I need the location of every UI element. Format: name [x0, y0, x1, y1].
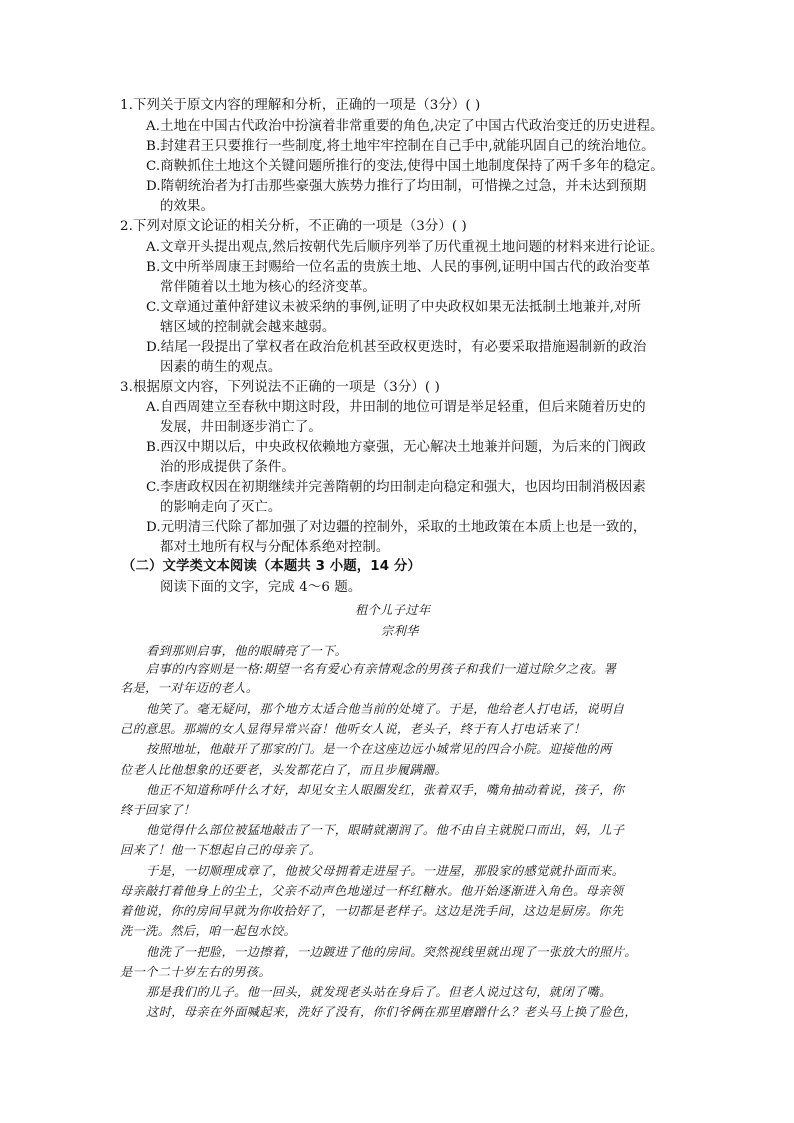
- question-2-option-c: C.文章通过董仲舒建议未被采纳的事例,证明了中央政权如果无法抵制土地兼并,对所: [146, 300, 642, 315]
- section-intro: 阅读下面的文字，完成 4～6 题。: [160, 580, 362, 595]
- story-line: 名是，一对年迈的老人。: [120, 681, 259, 695]
- question-1-option-b: B.封建君王只要推行一些制度,将土地牢牢控制在自己手中,就能巩固自己的统治地位。: [146, 139, 655, 154]
- question-2-option-a: A.文章开头提出观点,然后按朝代先后顺序列举了历代重视土地问题的材料来进行论证。: [146, 240, 664, 255]
- question-1-stem: 1.下列关于原文内容的理解和分析，正确的一项是（3分）( ): [120, 98, 481, 113]
- story-line: 洗一洗。然后，咱一起包水饺。: [120, 924, 297, 938]
- question-3-option-b: B.西汉中期以后，中央政权依赖地方豪强，无心解决土地兼并问题，为后来的门阀政: [146, 440, 646, 455]
- section-heading: （二）文学类文本阅读（本题共 3 小题，14 分）: [122, 559, 421, 574]
- story-line: 己的意思。那端的女人显得异常兴奋！他听女人说，老头子，终于有人打电话来了！: [120, 722, 586, 736]
- story-line: 看到那则启事，他的眼睛亮了一下。: [146, 644, 348, 658]
- story-author: 宗利华: [381, 624, 419, 638]
- question-3-option-d-cont: 都对土地所有权与分配体系绝对控制。: [160, 540, 390, 555]
- question-2-stem: 2.下列对原文论证的相关分析，不正确的一项是（3分）( ): [120, 219, 467, 234]
- story-line: 是一个二十岁左右的男孩。: [120, 965, 272, 979]
- story-line: 启事的内容则是一格:期望一名有爱心有亲情观念的男孩子和我们一道过除夕之夜。署: [146, 662, 617, 676]
- question-3-option-b-cont: 治的形成提供了条件。: [160, 460, 295, 475]
- question-3-stem: 3.根据原文内容，下列说法不正确的一项是（3分）( ): [120, 380, 440, 395]
- story-line: 位老人比他想象的还要老，头发都花白了，而且步履蹒跚。: [120, 763, 448, 777]
- story-title: 租个儿子过年: [355, 603, 431, 617]
- question-3-option-d: D.元明清三代除了都加强了对边疆的控制外，采取的土地政策在本质上也是一致的，: [146, 520, 647, 535]
- question-1-option-d-cont: 的效果。: [160, 199, 214, 214]
- story-line: 他笑了。毫无疑问，那个地方太适合他当前的处境了。于是，他给老人打电话，说明自: [146, 702, 625, 716]
- story-line: 他正不知道称呼什么才好，却见女主人眼圈发红，张着双手，嘴角抽动着说，孩子，你: [146, 783, 625, 797]
- story-line: 这时，母亲在外面喊起来，洗好了没有，你们爷俩在那里磨蹭什么？老头马上换了脸色，: [146, 1005, 637, 1019]
- story-line: 他洗了一把脸，一边擦着，一边踱进了他的房间。突然视线里就出现了一张放大的照片。: [146, 945, 637, 959]
- question-1-option-a: A.土地在中国古代政治中扮演着非常重要的角色,决定了中国古代政治变迁的历史进程。: [146, 119, 664, 134]
- story-line: 母亲敲打着他身上的尘土，父亲不动声色地递过一杯红糖水。他开始逐渐进入角色。母亲领: [120, 884, 624, 898]
- question-1-option-d: D.隋朝统治者为打击那些豪强大族势力推行了均田制，可惜操之过急，并未达到预期: [146, 179, 647, 194]
- question-2-option-d: D.结尾一段提出了掌权者在政治危机甚至政权更迭时，有必要采取措施遏制新的政治: [146, 340, 647, 355]
- question-3-option-a: A.自西周建立至春秋中期这时段，井田制的地位可谓是举足轻重，但后来随着历史的: [146, 400, 646, 415]
- story-line: 着他说，你的房间早就为你收拾好了，一切都是老样子。这边是洗手间，这边是厨房。你先: [120, 904, 624, 918]
- story-line: 于是，一切顺理成章了，他被父母拥着走进屋子。一进屋，那股家的感觉就扑面而来。: [146, 864, 625, 878]
- story-line: 他觉得什么部位被猛地敲击了一下，眼睛就潮润了。他不由自主就脱口而出，妈，儿子: [146, 823, 625, 837]
- story-line: 回来了！他一下想起自己的母亲了。: [120, 843, 322, 857]
- question-2-option-b-cont: 常伴随着以土地为核心的经济变革。: [160, 280, 376, 295]
- question-2-option-b: B.文中所举周康王封赐给一位名盂的贵族土地、人民的事例,证明中国古代的政治变革: [146, 260, 651, 275]
- question-2-option-c-cont: 辖区域的控制就会越来越弱。: [160, 320, 336, 335]
- story-line: 那是我们的儿子。他一回头，就发现老头站在身后了。但老人说过这句，就闭了嘴。: [146, 985, 612, 999]
- question-3-option-a-cont: 发展，井田制逐步消亡了。: [160, 420, 322, 435]
- story-line: 终于回家了！: [120, 803, 196, 817]
- story-line: 按照地址，他敲开了那家的门。是一个在这座边远小城常见的四合小院。迎接他的两: [146, 742, 612, 756]
- question-3-option-c: C.李唐政权因在初期继续并完善隋朝的均田制走向稳定和强大，也因均田制消极因素: [146, 480, 646, 495]
- question-1-option-c: C.商鞅抓住土地这个关键问题所推行的变法,使得中国土地制度保持了两千多年的稳定。: [146, 159, 664, 174]
- question-3-option-c-cont: 的影响走向了灭亡。: [160, 500, 282, 515]
- question-2-option-d-cont: 因素的萌生的观点。: [160, 360, 282, 375]
